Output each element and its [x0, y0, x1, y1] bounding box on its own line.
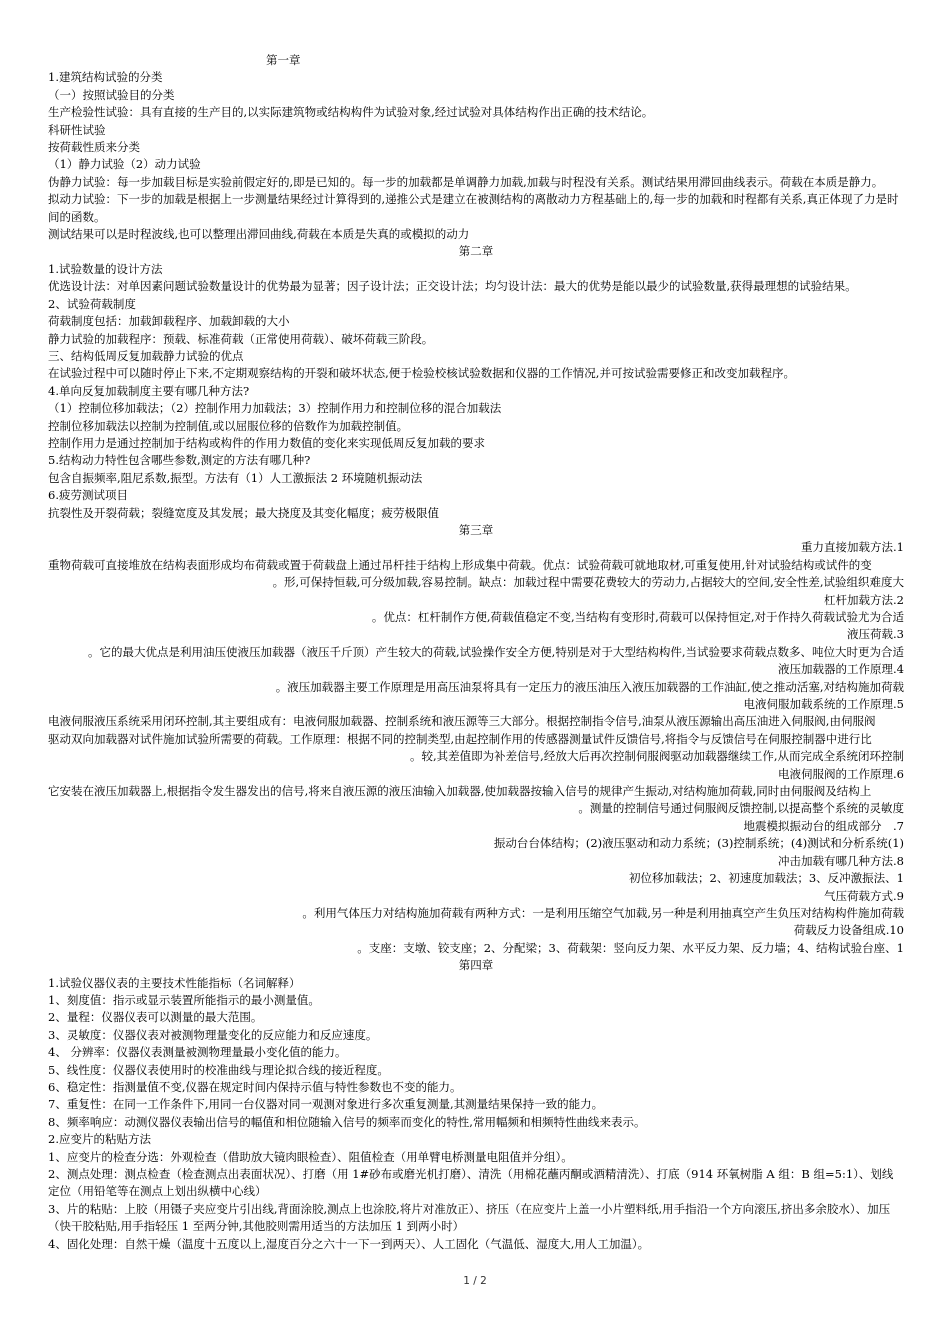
text-line: 。支座：支墩、铰支座；2、分配梁；3、荷载架：竖向反力架、水平反力架、反力墙；4、结构试验台座、1 [357, 940, 904, 955]
text-line: 气压荷载方式.9 [824, 888, 904, 903]
text-line: 液压加载器的工作原理.4 [778, 662, 904, 677]
text-line: 1.试验数量的设计方法 [48, 261, 163, 276]
text-line: 驱动双向加载器对试件施加试验所需要的荷载。工作原理：根据不同的控制类型,由起控制作用的传感器测量试件反馈信号,将指令与反馈信号在伺服控制器中进行比 [48, 731, 872, 746]
text-line: 1、刻度值：指示或显示装置所能指示的最小测量值。 [48, 992, 320, 1007]
text-line: 。测量的控制信号通过伺服阀反馈控制,以提高整个系统的灵敏度 [578, 801, 904, 816]
chapter1-title: 第一章 [266, 53, 301, 67]
text-line: 它安装在液压加载器上,根据指令发生器发出的信号,将来自液压源的液压油输入加载器,使加载器按输入信号的规律产生振动,对结构施加荷载,同时由伺服阀及结构上 [48, 784, 872, 799]
text-paragraph: 2、测点处理：测点检查（检查测点出表面状况）、打磨（用 1#砂布或磨光机打磨）、清洗（用棉花蘸丙酮或酒精清洗）、打底（914 环氧树脂 A 组：B 组=5:1）、划线定位（用铅笔等在测点上划出纵横中心线） [48, 1167, 894, 1199]
text-line: 4、固化处理：自然干燥（温度十五度以上,湿度百分之六十一下一到两天）、人工固化（气温低、湿度大,用人工加温）。 [48, 1236, 650, 1251]
text-line: 优选设计法：对单因素问题试验数量设计的优势最为显著；因子设计法；正交设计法；均匀设计法：最大的优势是能以最少的试验数量,获得最理想的试验结果。 [48, 279, 857, 294]
text-line: （1）控制位移加载法；（2）控制作用力加载法；3）控制作用力和控制位移的混合加载法 [48, 401, 502, 416]
text-line: 4、 分辨率：仪器仪表测量被测物理量最小变化值的能力。 [48, 1045, 347, 1060]
document-page [48, 52, 904, 1253]
text-line: 5.结构动力特性包含哪些参数,测定的方法有哪几种? [48, 453, 311, 468]
text-line: 。较,其差值即为补差信号,经放大后再次控制伺服阀驱动加载器继续工作,从而完成全系统闭环控制 [410, 749, 904, 764]
text-line: 1.建筑结构试验的分类 [48, 70, 163, 85]
text-line: 振动台台体结构；(2)液压驱动和动力系统；(3)控制系统；(4)测试和分析系统(1) [493, 836, 904, 851]
text-line: （一）按照试验目的分类 [48, 87, 175, 102]
text-line: 三、结构低周反复加载静力试验的优点 [48, 348, 244, 363]
text-line: 重物荷载可直接堆放在结构表面形成均布荷载或置于荷载盘上通过吊杆挂于结构上形成集中荷载。优点：试验荷载可就地取材,可重复使用,针对试验结构或试件的变 [48, 557, 872, 572]
text-line: 初位移加载法；2、初速度加载法；3、反冲激振法、1 [629, 871, 904, 886]
text-line: 4.单向反复加载制度主要有哪几种方法? [48, 383, 250, 398]
text-line: 电液伺服加载系统的工作原理.5 [743, 697, 904, 712]
text-line: 6.疲劳测试项目 [48, 488, 128, 503]
text-line: 电液伺服液压系统采用闭环控制,其主要组成有：电液伺服加载器、控制系统和液压源等三大部分。根据控制指令信号,油泵从液压源输出高压油进入伺服阀,由伺服阀 [48, 714, 876, 729]
text-line: 地震模拟振动台的组成部分 .7 [743, 818, 904, 833]
text-line: 重力直接加载方法.1 [801, 540, 904, 555]
text-line: 1、应变片的检查分选：外观检查（借助放大镜肉眼检查）、阻值检查（用单臂电桥测量电阻值并分组）。 [48, 1149, 573, 1164]
text-line: 电液伺服阀的工作原理.6 [778, 766, 904, 781]
text-line: 冲击加载有哪几种方法.8 [778, 853, 904, 868]
text-line: 荷载制度包括：加载卸载程序、加载卸载的大小 [48, 314, 290, 329]
chapter2-title: 第二章 [458, 244, 494, 259]
text-line: 5、线性度：仪器仪表使用时的校准曲线与理论拟合线的接近程度。 [48, 1062, 389, 1077]
text-line: 测试结果可以是时程波线,也可以整理出滞回曲线,荷载在本质是失真的或模拟的动力 [48, 227, 470, 242]
text-line: 6、稳定性：指测量值不变,仪器在规定时间内保持示值与特性参数也不变的能力。 [48, 1079, 462, 1094]
text-line: 包含自振频率,阻尼系数,振型。方法有（1）人工激振法 2 环境随机振动法 [48, 470, 423, 485]
text-line: 在试验过程中可以随时停止下来,不定期观察结构的开裂和破坏状态,便于检验校核试验数据和仪器的工作情况,并可按试验需要修正和改变加载程序。 [48, 366, 795, 381]
text-line: 控制作用力是通过控制加于结构或构件的作用力数值的变化来实现低周反复加载的要求 [48, 435, 485, 450]
text-line: 杠杆加载方法.2 [824, 592, 904, 607]
text-line: 伪静力试验：每一步加载目标是实验前假定好的,即是已知的。每一步的加载都是单调静力加载,加载与时程没有关系。测试结果用滞回曲线表示。荷载在本质是静力。 [48, 174, 884, 189]
text-line: 8、频率响应：动测仪器仪表输出信号的幅值和相位随输入信号的频率而变化的特性,常用幅频和相频特性曲线来表示。 [48, 1114, 646, 1129]
chapter4-title: 第四章 [458, 958, 494, 973]
page-number: 1 / 2 [463, 1275, 487, 1287]
text-line: 。形,可保持恒载,可分级加载,容易控制。缺点：加载过程中需要花费较大的劳动力,占据较大的空间,安全性差,试验组织难度大 [272, 575, 904, 590]
text-line: 生产检验性试验：具有直接的生产目的,以实际建筑物或结构构件为试验对象,经过试验对具体结构作出正确的技术结论。 [48, 105, 654, 120]
text-line: 。利用气体压力对结构施加荷载有两种方式：一是利用压缩空气加载,另一种是利用抽真空产生负压对结构构件施加荷载 [302, 905, 904, 920]
text-line: 7、重复性：在同一工作条件下,用同一台仪器对同一观测对象进行多次重复测量,其测量结果保持一致的能力。 [48, 1097, 604, 1112]
text-line: 按荷载性质来分类 [48, 140, 140, 155]
text-paragraph: 3、片的粘贴：上胶（用镊子夹应变片引出线,背面涂胶,测点上也涂胶,将片对准放正）、挤压（在应变片上盖一小片塑料纸,用手指沿一个方向滚压,挤出多余胶水）、加压（快干胶粘贴,用手指轻压 1 至两分钟,其他胶则需用适当的方法加压 1 到两小时） [48, 1201, 891, 1234]
chapter3-title: 第三章 [458, 522, 494, 537]
text-line: 抗裂性及开裂荷载；裂缝宽度及其发展；最大挠度及其变化幅度；疲劳极限值 [48, 505, 439, 520]
text-line: 3、灵敏度：仪器仪表对被测物理量变化的反应能力和反应速度。 [48, 1027, 378, 1042]
text-line: 。它的最大优点是利用油压使液压加载器（液压千斤顶）产生较大的荷载,试验操作安全方便,特别是对于大型结构构件,当试验要求荷载点数多、吨位大时更为合适 [88, 644, 904, 659]
text-line: 。优点：杠杆制作方便,荷载值稳定不变,当结构有变形时,荷载可以保持恒定,对于作持久荷载试验尤为合适 [371, 610, 904, 624]
text-line: 。液压加载器主要工作原理是用高压油泵将具有一定压力的液压油压入液压加载器的工作油缸,使之推动活塞,对结构施加荷载 [275, 679, 904, 694]
text-line: 1.试验仪器仪表的主要技术性能指标（名词解释） [48, 975, 301, 990]
text-line: （1）静力试验（2）动力试验 [48, 157, 201, 172]
text-line: 2.应变片的粘贴方法 [48, 1132, 151, 1147]
text-line: 2、量程：仪器仪表可以测量的最大范围。 [48, 1010, 263, 1025]
text-line: 科研性试验 [48, 122, 106, 137]
text-line: 荷载反力设备组成.10 [793, 923, 904, 938]
text-line: 2、试验荷载制度 [48, 296, 136, 311]
text-line: 液压荷载.3 [847, 627, 904, 642]
text-paragraph: 拟动力试验：下一步的加载是根据上一步测量结果经过计算得到的,递推公式是建立在被测结构的离散动力方程基础上的,每一步的加载和时程都有关系,真正体现了力是时间的函数。 [48, 192, 899, 224]
text-line: 静力试验的加载程序：预载、标准荷载（正常使用荷载）、破坏荷载三阶段。 [48, 331, 434, 346]
text-line: 控制位移加载法以控制为控制值,或以屈服位移的倍数作为加载控制值。 [48, 418, 409, 433]
